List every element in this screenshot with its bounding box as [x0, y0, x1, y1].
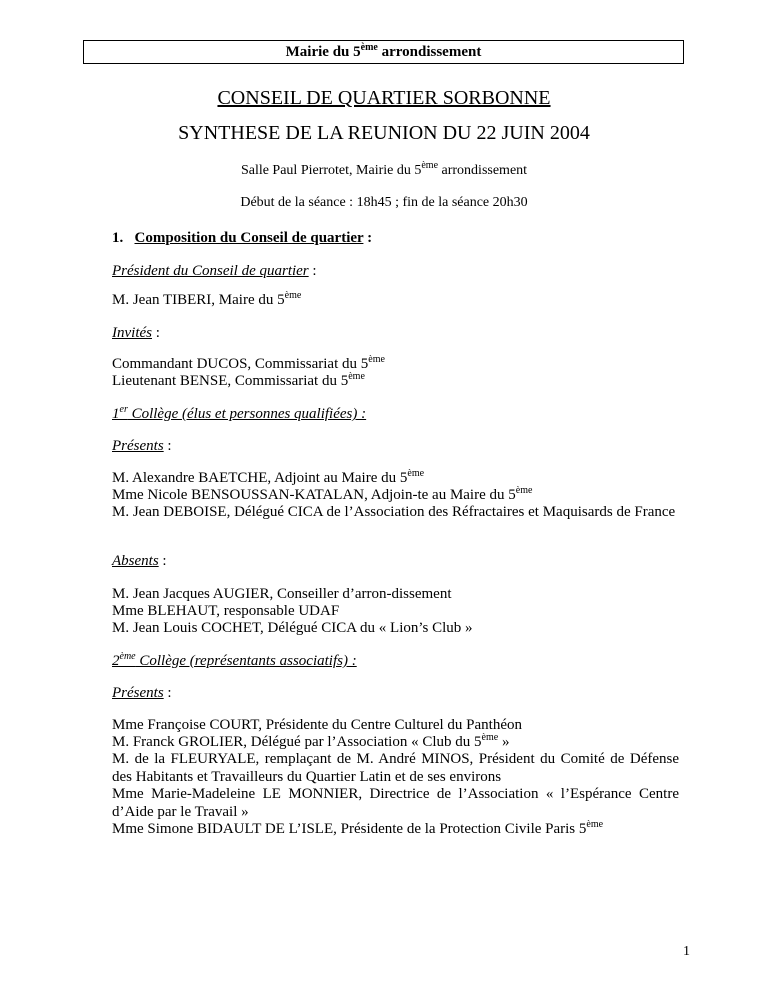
college1-heading — [112, 405, 679, 423]
section-title: Composition du Conseil de quartier — [134, 230, 364, 246]
college1-absent-item: Mme BLEHAUT, responsable UDAF — [112, 603, 340, 619]
colon: : — [158, 553, 167, 569]
college2-present-item: Mme Françoise COURT, Présidente du Centre Culturel du Panthéon — [112, 717, 523, 733]
college1-present-item — [112, 469, 679, 487]
college1-title-text: Collège (élus et personnes qualifiées) : — [127, 406, 367, 422]
venue-suffix: arrondissement — [438, 163, 528, 178]
guests-label-line — [112, 324, 679, 342]
venue-superscript: ème — [421, 160, 439, 171]
college1-absent-label: Absents — [112, 553, 159, 569]
guest-superscript: ème — [368, 354, 385, 365]
venue-line — [0, 162, 768, 180]
member-superscript: ème — [515, 485, 533, 496]
guests-label: Invités — [112, 325, 152, 341]
college2-present-item — [112, 820, 679, 838]
college2-present-item — [112, 733, 679, 751]
header-suffix: arrondissement — [377, 44, 482, 60]
president-label: Président du Conseil de quartier — [112, 263, 309, 279]
member-suffix: » — [498, 734, 510, 750]
college1-present-item: M. Jean DEBOISE, Délégué CICA de l’Association des Réfractaires et Maquisards de France — [112, 504, 676, 520]
member-name: M. Alexandre BAETCHE, Adjoint au Maire du 5 — [112, 470, 408, 486]
venue-text: Salle Paul Pierrotet, Mairie du 5 — [240, 163, 422, 178]
college1-title — [112, 406, 366, 422]
member-superscript: ème — [481, 732, 499, 743]
college1-present-item — [112, 486, 679, 504]
section-colon: : — [363, 230, 373, 246]
guest-superscript: ème — [348, 371, 365, 382]
college2-present-item: M. de la FLEURYALE, remplaçant de M. André MINOS, Président du Comité de Défense des Habitants et Travailleurs du Quartier Latin et de ses environs — [112, 751, 679, 785]
college2-superscript: ème — [119, 651, 136, 662]
timing-line: Début de la séance : 18h45 ; fin de la séance 20h30 — [240, 195, 528, 210]
college1-present-label: Présents — [112, 438, 164, 454]
guest-item — [112, 372, 679, 390]
member-name: M. Franck GROLIER, Délégué par l’Association « Club du 5 — [112, 734, 482, 750]
college1-absent-item: M. Jean Louis COCHET, Délégué CICA du « Lion’s Club » — [112, 620, 473, 636]
college2-present-label: Présents — [112, 685, 164, 701]
president-name — [112, 291, 679, 309]
college1-absent-item: M. Jean Jacques AUGIER, Conseiller d’arron-dissement — [112, 586, 452, 602]
college1-number: 1 — [112, 406, 120, 422]
member-name: Mme Simone BIDAULT DE L’ISLE, Présidente de la Protection Civile Paris 5 — [112, 821, 587, 837]
guest-name: Lieutenant BENSE, Commissariat du 5 — [112, 373, 349, 389]
header-text: Mairie du 5 — [285, 44, 361, 60]
member-superscript: ème — [586, 819, 604, 830]
president-colon: : — [308, 263, 317, 279]
guest-item — [112, 355, 679, 373]
college2-number: 2 — [112, 653, 120, 669]
section-heading — [112, 229, 679, 247]
president-name-superscript: ème — [284, 290, 302, 301]
college2-heading — [112, 652, 679, 670]
college2-title-text: Collège (représentants associatifs) : — [135, 653, 357, 669]
document-subtitle: SYNTHESE DE LA REUNION DU 22 JUIN 2004 — [178, 122, 590, 144]
college2-present-label-line — [112, 684, 679, 702]
president-label-line — [112, 262, 679, 280]
header-box — [83, 40, 684, 64]
college2-present-item: Mme Marie-Madeleine LE MONNIER, Directrice de l’Association « l’Espérance Centre d’Aide par le Travail » — [112, 786, 679, 820]
college1-present-label-line — [112, 437, 679, 455]
section-number: 1. — [112, 230, 124, 246]
member-name: Mme Nicole BENSOUSSAN-KATALAN, Adjoin-te au Maire du 5 — [112, 487, 516, 503]
guest-name: Commandant DUCOS, Commissariat du 5 — [112, 356, 369, 372]
page-number: 1 — [683, 944, 690, 959]
member-superscript: ème — [407, 468, 425, 479]
college1-superscript: er — [119, 404, 128, 415]
header-superscript: ème — [360, 42, 378, 53]
colon: : — [163, 685, 172, 701]
president-name-text: M. Jean TIBERI, Maire du 5 — [112, 292, 285, 308]
colon: : — [163, 438, 172, 454]
document-title: CONSEIL DE QUARTIER SORBONNE — [217, 87, 551, 109]
guests-colon: : — [151, 325, 160, 341]
college1-absent-label-line — [112, 552, 679, 570]
college2-title — [112, 653, 357, 669]
